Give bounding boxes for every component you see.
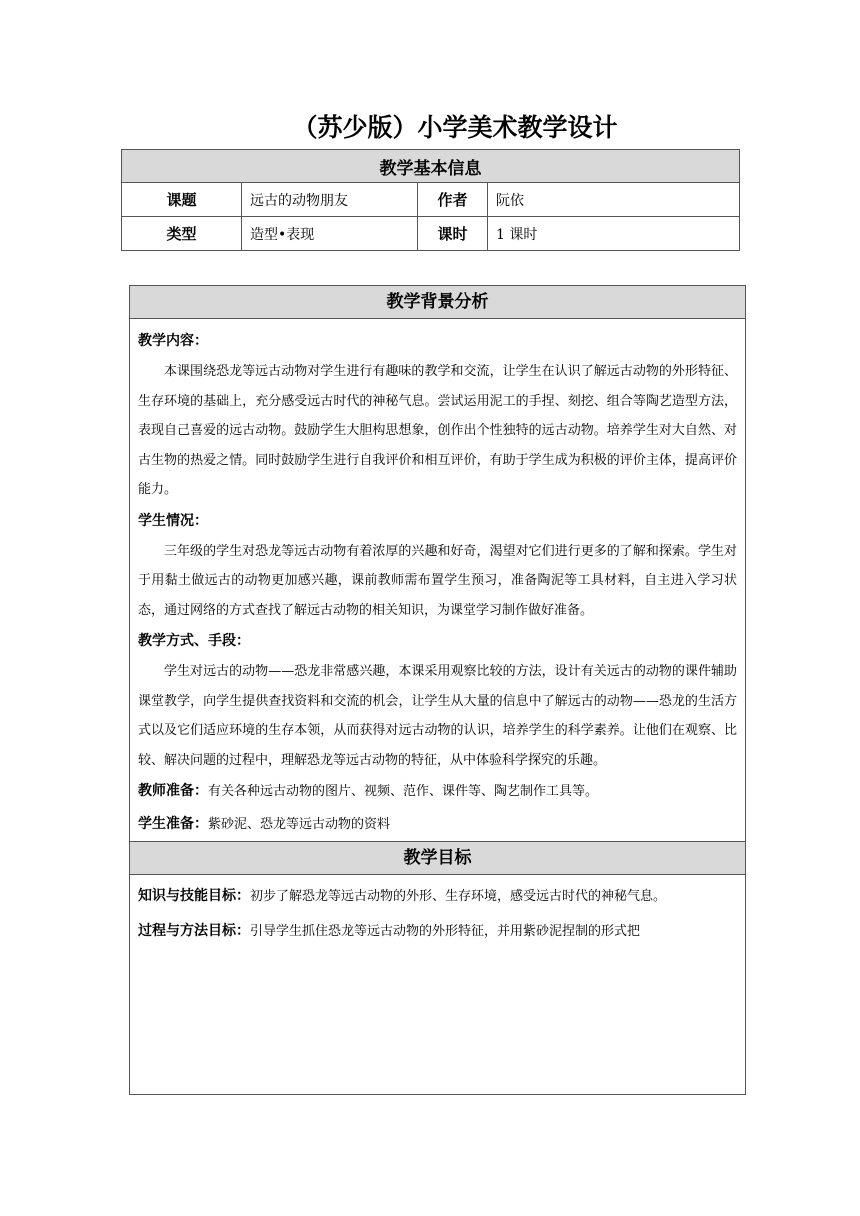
page-title: （苏少版）小学美术教学设计	[292, 113, 618, 142]
process-goal-text: 引导学生抓住恐龙等远古动物的外形特征，并用紫砂泥捏制的形式把	[250, 924, 641, 939]
author-value: 阮依	[488, 183, 740, 217]
lesson-hours-label: 课时	[418, 217, 488, 251]
teacher-prep-text: 有关各种远古动物的图片、视频、范作、课件等、陶艺制作工具等。	[208, 784, 599, 799]
basic-info-header: 教学基本信息	[122, 150, 740, 183]
student-paragraph: 三年级的学生对恐龙等远古动物有着浓厚的兴趣和好奇，渴望对它们进行更多的了解和探索。学生对于用黏土做远古的动物更加感兴趣，课前教师需布置学生预习，准备陶泥等工具材料，自主进入学习状态，通过网络的方式查找了解远古动物的相关知识，为课堂学习制作做好准备。	[138, 543, 737, 618]
analysis-box	[129, 285, 746, 1095]
knowledge-goal-label: 知识与技能目标：	[138, 888, 250, 904]
table-row	[122, 183, 740, 217]
student-prep-label: 学生准备：	[138, 816, 208, 832]
table-row	[122, 217, 740, 251]
goals-header: 教学目标	[130, 841, 745, 875]
teacher-prep-label: 教师准备：	[138, 783, 208, 799]
topic-value: 远古的动物朋友	[242, 183, 418, 217]
student-heading: 学生情况：	[138, 512, 208, 529]
content-heading: 教学内容：	[138, 333, 208, 349]
background-body	[130, 319, 745, 841]
student-prep	[138, 808, 737, 841]
basic-info-table	[121, 149, 740, 251]
content-paragraph: 本课围绕恐龙等远古动物对学生进行有趣味的教学和交流，让学生在认识了解远古动物的外形特征、生存环境的基础上，充分感受远古时代的神秘气息。尝试运用泥工的手捏、刻挖、组合等陶艺造型方法，表现自己喜爱的远古动物。鼓励学生大胆构思想象，创作出个性独特的远古动物。培养学生对大自然、对古生物的热爱之情。同时鼓励学生进行自我评价和相互评价，有助于学生成为积极的评价主体，提高评价能力。	[138, 364, 737, 497]
type-label: 类型	[122, 217, 242, 251]
author-label: 作者	[418, 183, 488, 217]
process-goal-label: 过程与方法目标：	[138, 923, 250, 939]
method-heading: 教学方式、手段：	[138, 633, 250, 649]
student-prep-text: 紫砂泥、恐龙等远古动物的资料	[208, 817, 391, 832]
topic-label: 课题	[122, 183, 242, 217]
knowledge-goal	[138, 881, 737, 912]
knowledge-goal-text: 初步了解恐龙等远古动物的外形、生存环境，感受远古时代的神秘气息。	[250, 889, 667, 904]
type-value: 造型•表现	[242, 217, 418, 251]
lesson-hours-value: 1 课时	[488, 217, 740, 251]
background-header: 教学背景分析	[130, 286, 745, 319]
teacher-prep	[138, 775, 737, 808]
method-paragraph: 学生对远古的动物——恐龙非常感兴趣，本课采用观察比较的方法，设计有关远古的动物的课件辅助课堂教学，向学生提供查找资料和交流的机会，让学生从大量的信息中了解远古的动物——恐龙的生活方式以及它们适应环境的生存本领，从而获得对远古动物的认识，培养学生的科学素养。让他们在观察、比较、解决问题的过程中，理解恐龙等远古动物的特征，从中体验科学探究的乐趣。	[138, 664, 737, 768]
goals-body	[130, 875, 745, 947]
process-goal	[138, 916, 737, 947]
